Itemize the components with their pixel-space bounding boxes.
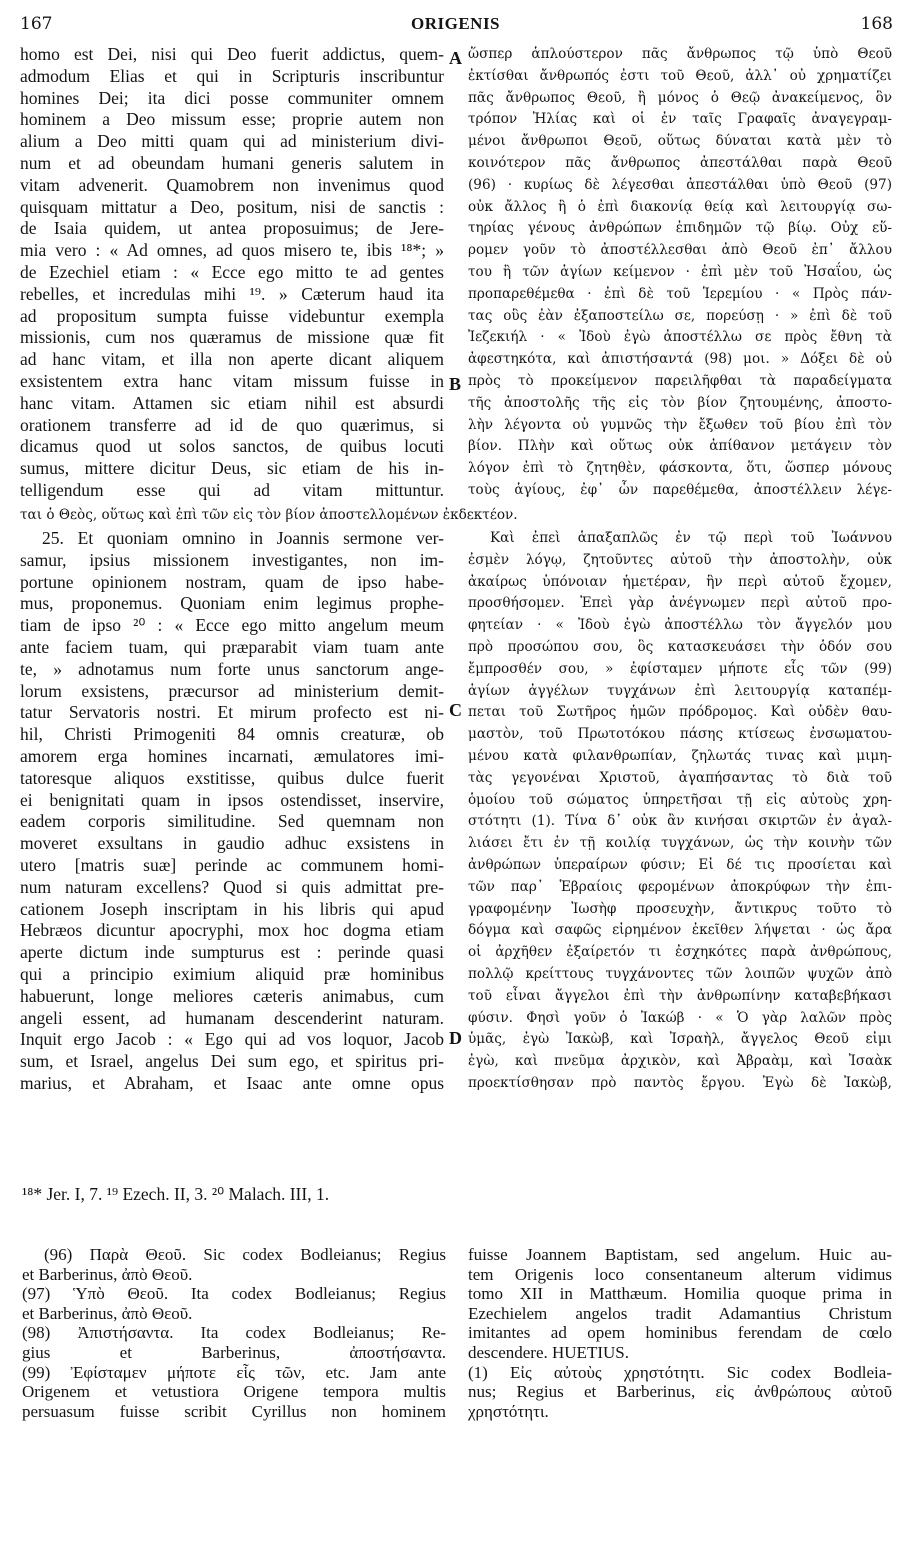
text-line: cationem Joseph inscriptam in his libris qui apud (20, 898, 444, 919)
text-line: πεται τοῦ Σωτῆρος ἡμῶν πρόδρομος. Καὶ οὐδὲν θαυ- (468, 704, 892, 721)
text-line: tatoresque aliquos exstitisse, quibus dulce fuerit (20, 767, 444, 788)
text-line: samur, ipsius missionem investigantes, non im- (20, 549, 444, 570)
text-line: χρηστότητι. (468, 1401, 549, 1421)
text-line: marius, et Abraham, et Isaac ante omne opus (20, 1072, 444, 1093)
text-line: qui a principio eximium aliquid præ hominibus (20, 963, 444, 984)
text-line: mus, proponemus. Quoniam enim legimus prophe- (20, 593, 444, 614)
text-line: rebelles, et incredulas mihi ¹⁹. » Cæterum haud ita (20, 283, 444, 304)
text-line: fuisse Joannem Baptistam, sed angelum. Huic au- (468, 1245, 892, 1264)
text-line: (98) Ἀπιστήσαντα. Ita codex Bodleianus; Re- (22, 1323, 446, 1343)
text-line: et Barberinus, ἀπὸ Θεοῦ. (22, 1264, 193, 1284)
text-line: ad hanc vitam, et illa non aperte dicant aliquem (20, 349, 444, 370)
text-line: ante faciem tuam, qui præparabit viam tuam ante (20, 636, 444, 657)
text-line: τρόπον Ἠλίας καὶ οἱ ἐν ταῖς Γραφαῖς ἀναγεγραμ- (468, 111, 892, 128)
text-line: λὴν λέγοντα οὐ γυμνῶς τὴν ἔξωθεν τοῦ βίου ἐπὶ τὸν (468, 416, 892, 433)
text-line: amorem erga homines incarnati, æmulatores imi- (20, 745, 444, 766)
page-number-left: 167 (20, 14, 53, 34)
footnotes-right (468, 1245, 892, 1421)
text-line: ὥσπερ ἁπλούστερον πᾶς ἄνθρωπος τῷ ὑπὸ Θεοῦ (468, 46, 892, 62)
text-line: λιάσει ἔτι ἐν τῇ κοιλίᾳ τυγχάνων, ὡς τὴν κοινὴν τῶν (468, 835, 892, 852)
text-line: eadem corporis similitudine. Sed quemnam non (20, 811, 444, 832)
text-line: ἀκαίρως ὑπόνοιαν ἡμετέραν, ἣν περὶ αὐτοῦ ἔχομεν, (468, 573, 892, 590)
text-line: μαστὸν, τοῦ Πρωτοτόκου πάσης κτίσεως ἐνσωματου- (468, 726, 892, 743)
text-line: Ἰεζεκιήλ · « Ἰδοὺ ἐγὼ ἀποστέλλω σε πρὸς ἔθνη τὰ (468, 329, 892, 346)
greek-column-1 (468, 44, 892, 502)
text-line: dicamus quod ut solos sanctos, de quibus locuti (20, 436, 444, 457)
text-line: portune opinionem nostram, quam de ipso habe- (20, 571, 444, 592)
text-line: ἐγὼ, καὶ πνεῦμα ἀρχικὸν, καὶ Ἀβραὰμ, καὶ Ἰσαὰκ (468, 1053, 892, 1070)
text-line: (97) Ὑπὸ Θεοῦ. Ita codex Bodleianus; Regius (22, 1284, 446, 1304)
text-line: Ezechielem angelos tradit Adamantius Christum (468, 1303, 892, 1323)
latin-column-2 (20, 528, 444, 1095)
text-line: πᾶς ἄνθρωπος Θεοῦ, ἢ μόνος ὁ Θεῷ ἀνακείμενος, ὃν (468, 89, 892, 106)
text-line: Καὶ ἐπεὶ ἁπαξαπλῶς ἐν τῷ περὶ τοῦ Ἰωάννου (490, 530, 892, 546)
text-line: τῆς ἀποστολῆς τῆς εἰς τὸν βίον ζητουμένης, ἀποστο- (468, 394, 892, 411)
text-line: lorum exsistens, præcursor ad ministerium demit- (20, 680, 444, 701)
text-line: ἀφεστηκότα, καὶ ἀπιστήσαντά (98) μοι. » Δόξει δὲ οὐ (468, 351, 892, 368)
text-line: προσθήσομεν. Ἐπεὶ γὰρ ἀνέγνωμεν περὶ αὐτοῦ προ- (468, 595, 892, 612)
text-line: 25. Et quoniam omnino in Joannis sermone ver- (42, 528, 444, 548)
text-line: βίον. Πλὴν καὶ οὕτως οὐκ ἀπίθανον μετάγειν τὸν (468, 438, 892, 455)
text-line: admodum Elias et qui in Scripturis inscribuntur (20, 65, 444, 86)
text-line: ἀνθρώπων ὑπεραίρων φύσιν; Εἰ δέ τις προσίεται καὶ (468, 856, 892, 873)
page-number-right: 168 (860, 14, 893, 34)
text-line: quisquam mittatur a Deo, positum, nisi de sanctis : (20, 196, 444, 217)
text-line: ἔμπροσθέν σου, » ἐφίσταμεν μήποτε εἷς τῶν (99) (468, 660, 892, 677)
text-line: λόγον ἐπὶ τὸ ζητηθὲν, φάσκοντα, ὅτι, ὥσπερ μόνους (468, 460, 892, 477)
text-line: aperte dictum inde sumpturus est : perinde quasi (20, 942, 444, 963)
text-line: hil, Christi Primogeniti 84 omnis creaturæ, ob (20, 724, 444, 745)
running-title: ORIGENIS (410, 14, 501, 33)
margin-letter-b: B (449, 374, 462, 394)
scripture-references: ¹⁸* Jer. I, 7. ¹⁹ Ezech. II, 3. ²⁰ Malach. III, 1. (22, 1184, 330, 1204)
text-line: moveret exsultans in gaudio adhuc exsistens in (20, 833, 444, 854)
text-line: (96) · κυρίως δὲ λέγεσθαι ἀπεστάλθαι ὑπὸ Θεοῦ (97) (468, 176, 892, 193)
text-line: te, » adnotamus num forte unus sanctorum ange- (20, 658, 444, 679)
margin-letter-a: A (449, 48, 462, 68)
margin-letter-c: C (449, 700, 462, 720)
text-line: angeli essent, ad humanam descenderint naturam. (20, 1007, 444, 1028)
text-line: nus; Regius et Barberinus, εἰς ἀνθρώπους αὐτοῦ (468, 1382, 892, 1402)
text-line: οἱ ἀρχῆθεν ἐξαίρετόν τι ἐσχηκότες παρὰ ἀνθρώπους, (468, 944, 892, 961)
text-line: προπαρεθέμεθα · ἐπὶ δὲ τοῦ Ἱερεμίου · « Πρὸς πάν- (468, 285, 892, 302)
greek-span-line: ται ὁ Θεὸς, οὕτως καὶ ἐπὶ τῶν εἰς τὸν βίον ἀποστελλομένων ἐκδεκτέον. (20, 507, 518, 523)
margin-letter-d: D (449, 1028, 462, 1048)
text-line: μένου κατὰ φιλανθρωπίαν, ζηλωτάς τινας καὶ μιμη- (468, 747, 892, 764)
text-line: τηρίας γένους ἀνθρώπων ἐπιδημῶν τῷ βίῳ. Οὐχ εὕ- (468, 220, 892, 237)
text-line: habuerunt, longe meliores cæteris animabus, cum (20, 985, 444, 1006)
text-line: hominem a Deo missum esse; proprie autem non (20, 109, 444, 130)
text-line: ρομεν γοῦν τὸ ἀποστέλλεσθαι ἀπὸ Θεοῦ ἐπ᾽ ἄλλου (468, 242, 892, 259)
text-line: ὑμᾶς, ἐγὼ Ἰακὼβ, καὶ Ἰσραὴλ, ἄγγελος Θεοῦ εἰμι (468, 1031, 892, 1048)
latin-column-1 (20, 44, 444, 502)
text-line: ὁμοίου τοῦ σώματος ὑπηρετῆσαι τῇ εἰς αὐτοὺς χρη- (468, 791, 892, 808)
text-line: γραφομένην Ἰωσὴφ προσευχὴν, ἄντικρυς τοῦτο τὸ (468, 900, 892, 917)
text-line: ἐκτίσθαι ἄνθρωπός ἐστι τοῦ Θεοῦ, ἀλλ᾽ οὐ χρηματίζει (468, 67, 892, 84)
text-line: alium a Deo mitti quam qui ad ministerium divi- (20, 131, 444, 152)
text-line: (99) Ἐφίσταμεν μήποτε εἷς τῶν, etc. Jam ante (22, 1362, 446, 1382)
text-line: ei benignitati quam in ipsos ostendisset, inservire, (20, 789, 444, 810)
text-line: ἁγίων ἀγγέλων τυγχάνων ἐπὶ λειτουργίᾳ καταπέμ- (468, 682, 892, 699)
text-line: τοὺς ἁγίους, ἐφ᾽ ὧν παρεθέμεθα, ἀποστέλλειν λέγε- (468, 481, 892, 498)
text-line: (96) Παρὰ Θεοῦ. Sic codex Bodleianus; Regius (44, 1245, 446, 1264)
text-line: hanc vitam. Attamen sic etiam nihil est absurdi (20, 392, 444, 413)
text-line: πρὸς τὸ προκείμενον παρειλῆφθαι τὰ παραδείγματα (468, 372, 892, 389)
text-line: πρὸ προσώπου σου, ὃς κατασκευάσει τὴν ὁδόν σου (468, 638, 892, 655)
text-line: tatur Servatoris nostri. Et mirum profecto est ni- (20, 702, 444, 723)
text-line: του ἢ τῶν ἁγίων κείμενον · ἐπὶ μὲν τοῦ Ἠσαΐου, ὡς (468, 263, 892, 280)
text-line: φητείαν · « Ἰδοὺ ἐγὼ ἀποστέλλω τὸν ἄγγελόν μου (468, 617, 892, 634)
text-line: κοινότερον πᾶς ἄνθρωπος ἀπεστάλθαι παρὰ Θεοῦ (468, 154, 892, 171)
text-line: sumus, mittere dicitur Deus, sic etiam de his in- (20, 458, 444, 479)
text-line: tiam de ipso ²⁰ : « Ecce ego mitto angelum meum (20, 615, 444, 636)
text-line: προεκτίσθησαν πρὸ παντὸς ἔργου. Ἐγὼ δὲ Ἰακὼβ, (468, 1074, 892, 1091)
text-line: Origenem et vetustiora Origene tempora multis (22, 1382, 446, 1402)
text-line: τῶν παρ᾽ Ἑβραίοις φερομένων ἀποκρύφων τὴν ἐπι- (468, 878, 892, 895)
text-line: οὐκ ἄλλος ἢ ὁ ἐπὶ διακονίᾳ θείᾳ καὶ λειτουργίᾳ σω- (468, 198, 892, 215)
text-line: φύσιν. Φησὶ γοῦν ὁ Ἰακώβ · « Ὁ γὰρ λαλῶν πρὸς (468, 1009, 892, 1026)
text-line: telligendum esse qui ad vitam mittuntur. (20, 479, 444, 500)
text-line: ad propositum sumpta fuisse videbuntur exempla (20, 305, 444, 326)
text-line: imitantes ad opem hominibus ferendam de cœlo (468, 1323, 892, 1343)
text-line: missionis, cum nos quæramus de missione quæ fit (20, 327, 444, 348)
text-line: τοῦ εἶναι ἄγγελοι ἐπὶ τὴν ἀνθρωπίνην καταβεβήκασι (468, 987, 892, 1004)
text-line: vitam advenerit. Quamobrem non invenimus quod (20, 174, 444, 195)
text-line: mia vero : « Ad omnes, ad quos misero te, ibis ¹⁸*; » (20, 240, 444, 261)
text-line: homo est Dei, nisi qui Deo fuerit addictus, quem- (20, 44, 444, 64)
text-line: στότητι (1). Τίνα δ᾽ οὐκ ἂν κινήσαι σκιρτῶν ἐν ἀγαλ- (468, 813, 892, 830)
text-line: sum, et Israel, angelus Dei sum ego, et spiritus pri- (20, 1051, 444, 1072)
text-line: homines Dei; ita dici posse communiter omnem (20, 87, 444, 108)
footnotes-left (22, 1245, 446, 1421)
text-line: persuasum fuisse scribit Cyrillus non hominem (22, 1401, 446, 1421)
text-line: μένοι ἄνθρωποι Θεοῦ, οὕτως δύναται κατὰ μὲν τὸ (468, 133, 892, 150)
text-line: δόγμα καὶ σαφῶς εἰρημένον ἐκεῖθεν λήψεται · ὡς ἄρα (468, 922, 892, 939)
text-line: exsistentem extra hanc vitam missum fuisse in (20, 370, 444, 391)
text-line: orationem transferre ad id de quo quærimus, si (20, 414, 444, 435)
text-line: τὰς γεγονέναι Χριστοῦ, ἀγαπήσαντας τὸ διὰ τοῦ (468, 769, 892, 786)
text-line: et Barberinus, ἀπὸ Θεοῦ. (22, 1303, 193, 1323)
text-line: de Ezechiel etiam : « Ecce ego mitto te ad gentes (20, 261, 444, 282)
text-line: utero [matris suæ] perinde ac communem homi- (20, 854, 444, 875)
text-line: tem Origenis loco consentaneum alterum vidimus (468, 1264, 892, 1284)
text-line: num naturam excellens? Quod si quis admittat pre- (20, 876, 444, 897)
text-line: de Isaia quidem, ut antea proposuimus; de Jere- (20, 218, 444, 239)
text-line: num et ad obeundam humani generis salutem in (20, 152, 444, 173)
text-line: τας οὓς ἐὰν ἐξαποστείλω σε, πορεύσῃ · » ἐπὶ δὲ τοῦ (468, 307, 892, 324)
text-line: πολλῷ κρείττους τυγχάνοντες τῶν λοιπῶν ψυχῶν ἀπὸ (468, 965, 892, 982)
greek-column-2 (468, 528, 892, 1095)
text-line: gius et Barberinus, ἀποστήσαντα. (22, 1342, 446, 1362)
text-line: ἐσμὲν λόγῳ, ζητοῦντες αὐτοῦ τὴν ἀποστολὴν, οὐκ (468, 551, 892, 568)
text-line: Inquit ergo Jacob : « Ego qui ad vos loquor, Jacob (20, 1029, 444, 1050)
text-line: tomo XII in Matthæum. Homilia quoque prima in (468, 1284, 892, 1304)
text-line: descendere. HUETIUS. (468, 1342, 629, 1362)
text-line: (1) Εἰς αὐτοὺς χρηστότητι. Sic codex Bodleia- (468, 1362, 892, 1382)
text-line: Hebræos dicuntur apocryphi, mox hoc dogma etiam (20, 920, 444, 941)
